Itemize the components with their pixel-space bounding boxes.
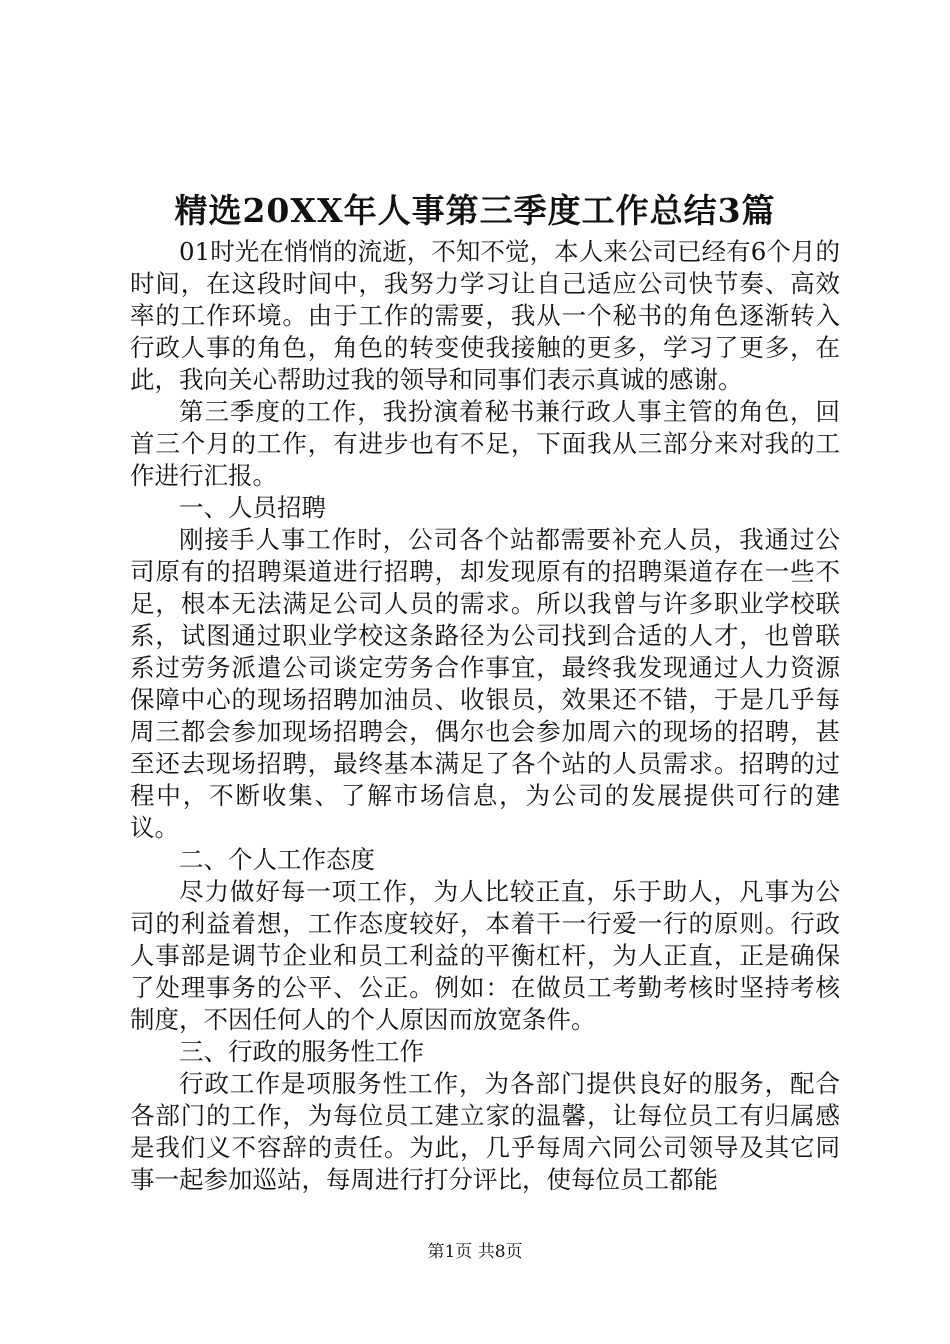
document-body (130, 236, 840, 1196)
page-footer: 第1页 共8页 (427, 1242, 523, 1262)
document-title: 精选20XX年人事第三季度工作总结3篇 (174, 191, 776, 230)
section-heading-attitude: 二、个人工作态度 (179, 845, 375, 874)
section-heading-service: 三、行政的服务性工作 (179, 1037, 424, 1066)
paragraph-overview: 第三季度的工作，我扮演着秘书兼行政人事主管的角色，回首三个月的工作，有进步也有不足，下面我从三部分来对我的工作进行汇报。 (130, 397, 840, 490)
paragraph-recruitment: 刚接手人事工作时，公司各个站都需要补充人员，我通过公司原有的招聘渠道进行招聘，却发现原有的招聘渠道存在一些不足，根本无法满足公司人员的需求。所以我曾与许多职业学校联系，试图通过职业学校这条路径为公司找到合适的人才，也曾联系过劳务派遣公司谈定劳务合作事宜，最终我发现通过人力资源保障中心的现场招聘加油员、收银员，效果还不错，于是几乎每周三都会参加现场招聘会，偶尔也会参加周六的现场的招聘，甚至还去现场招聘，最终基本满足了各个站的人员需求。招聘的过程中，不断收集、了解市场信息，为公司的发展提供可行的建议。 (130, 525, 840, 842)
section-heading-recruitment: 一、人员招聘 (179, 493, 326, 522)
paragraph-service: 行政工作是项服务性工作，为各部门提供良好的服务，配合各部门的工作，为每位员工建立家的温馨，让每位员工有归属感是我们义不容辞的责任。为此，几乎每周六同公司领导及其它同事一起参加巡站，每周进行打分评比，使每位员工都能 (130, 1069, 840, 1194)
paragraph-intro: 01时光在悄悄的流逝，不知不觉，本人来公司已经有6个月的时间，在这段时间中，我努力学习让自己适应公司快节奏、高效率的工作环境。由于工作的需要，我从一个秘书的角色逐渐转入行政人事的角色，角色的转变使我接触的更多，学习了更多，在此，我向关心帮助过我的领导和同事们表示真诚的感谢。 (130, 237, 840, 394)
paragraph-attitude: 尽力做好每一项工作，为人比较正直，乐于助人，凡事为公司的利益着想，工作态度较好，本着干一行爱一行的原则。行政人事部是调节企业和员工利益的平衡杠杆，为人正直，正是确保了处理事务的公平、公正。例如：在做员工考勤考核时坚持考核制度，不因任何人的个人原因而放宽条件。 (130, 877, 840, 1034)
